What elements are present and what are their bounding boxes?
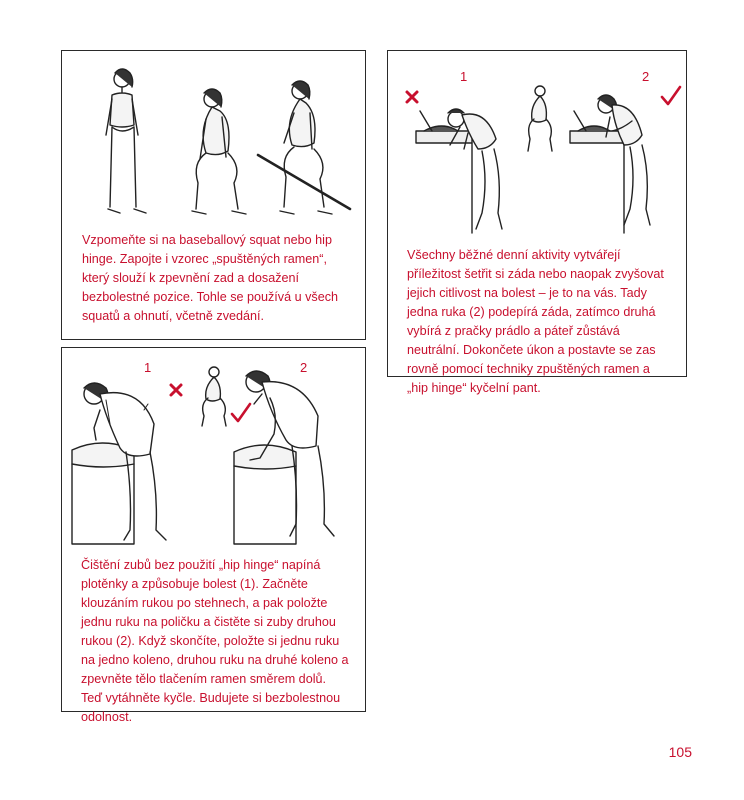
page-number: 105: [668, 744, 692, 760]
laundry-caption: Všechny běžné denní aktivity vytvářejí příležitost šetřit si záda nebo naopak zvyšovat jejich citlivost na bolest – je to na vás. Tady jedna ruka (2) podepírá záda, zatímco druhá vybírá z pračky prádlo a páteř zůstává neutrální. Dokončete úkon a postavte se zas rovně pomocí techniky zpuštěných ramen a „hip hinge“ kyčelní pant.: [407, 248, 664, 395]
teeth-brushing-figures-illustration: [66, 360, 362, 550]
step-2-label: 2: [642, 69, 650, 84]
squat-figures-illustration: [82, 59, 352, 229]
step-2-label: 2: [300, 360, 308, 375]
laundry-figures-illustration: [410, 71, 670, 241]
step-1-label: 1: [460, 69, 468, 84]
squat-caption: Vzpomeňte si na baseballový squat nebo hip hinge. Zapojte i vzorec „spuštěných ramen“, který slouží k zpevnění zad a dosažení bezbolestné pozice. Tohle se používá u všech squatů a ohnutí, včetně zvedání.: [82, 233, 339, 323]
laundry-panel: [387, 50, 687, 395]
teeth-caption: Čištění zubů bez použití „hip hinge“ napíná plotěnky a způsobuje bolest (1). Začněte klouzáním rukou po stehnech, a pak položte jednu ruku na poličku a čistěte si zuby druhou rukou (2). Když skončíte, položte si jednu ruku na jedno koleno, druhou ruku na druhé koleno a zpevněte tělo tlačením ramen směrem dolů. Teď vytáhněte kyčle. Budujete si bezbolestnou odolnost.: [81, 558, 349, 724]
squat-panel: [61, 50, 366, 340]
teeth-panel: [61, 347, 366, 724]
step-1-label: 1: [144, 360, 152, 375]
